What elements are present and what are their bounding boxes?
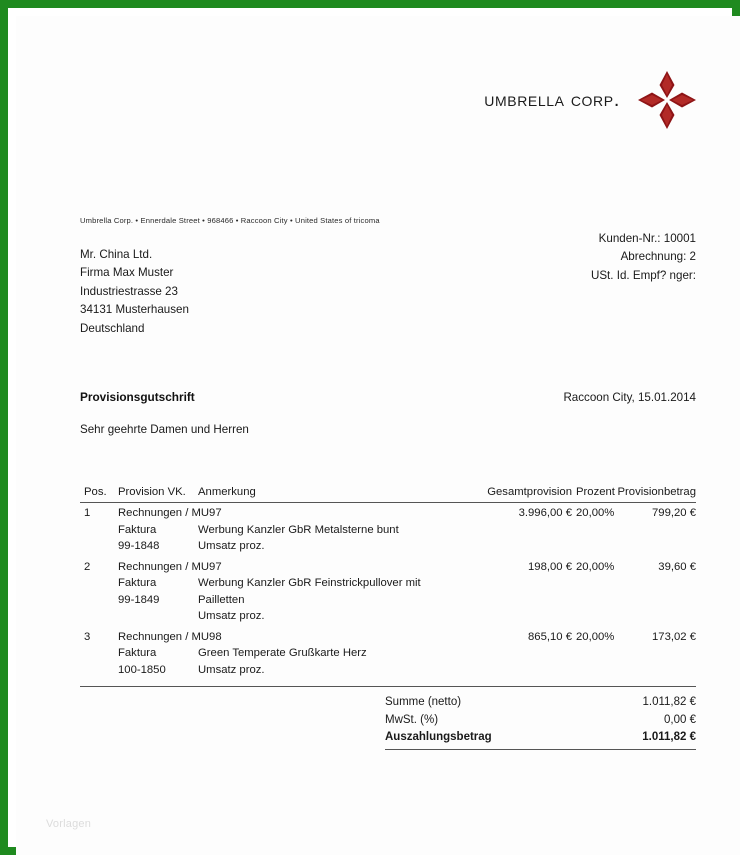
cell-pos: 3 <box>84 630 91 643</box>
recipient-line-2: Firma Max Muster <box>80 266 174 280</box>
cell-vk-line-1: Rechnungen / MU97 <box>118 560 222 573</box>
table-bottom-rule <box>80 686 696 687</box>
salutation: Sehr geehrte Damen und Herren <box>80 423 249 436</box>
totals-block <box>385 694 696 750</box>
cell-note-line-2: Werbung Kanzler GbR Metalsterne bunt <box>198 523 399 536</box>
sender-address-line: Umbrella Corp. • Ennerdale Street • 968466 • Raccoon City • United States of tricoma <box>80 216 380 225</box>
recipient-line-5: Deutschland <box>80 321 145 335</box>
cell-vk-line-3: 99-1848 <box>118 540 160 552</box>
table-row <box>80 503 696 557</box>
recipient-address-block <box>80 246 189 338</box>
cell-vk-line-3: 100-1850 <box>118 663 166 676</box>
document-meta-block <box>591 230 696 285</box>
cell-gesamtprovision: 865,10 € <box>528 630 572 643</box>
cell-note-line-4: Umsatz proz. <box>198 610 265 622</box>
totals-row-vat <box>385 712 696 730</box>
column-header-vk: Provision VK. <box>118 486 186 498</box>
cell-gesamtprovision: 198,00 € <box>528 560 572 573</box>
cell-note-line-3: Umsatz proz. <box>198 663 265 676</box>
cell-note-line-2: Werbung Kanzler GbR Feinstrickpullover mit <box>198 577 421 589</box>
table-header-row <box>80 486 696 503</box>
cell-pos: 2 <box>84 560 91 573</box>
totals-payout-label: Auszahlungsbetrag <box>385 731 492 743</box>
recipient-line-1: Mr. China Ltd. <box>80 248 153 261</box>
cell-gesamtprovision: 3.996,00 € <box>518 507 572 519</box>
cell-provisionbetrag: 799,20 € <box>652 507 696 519</box>
template-watermark: Vorlagen <box>46 818 92 830</box>
totals-vat-value: 0,00 € <box>664 713 696 726</box>
brand-header <box>16 64 740 136</box>
column-header-gesamtprovision: Gesamtprovision <box>487 486 572 498</box>
cell-vk-line-1: Rechnungen / MU98 <box>118 630 222 643</box>
totals-payout-value: 1.011,82 € <box>642 731 696 743</box>
brand-name: umbrella corp. <box>484 88 620 111</box>
cell-pos: 1 <box>84 507 91 519</box>
table-row <box>80 627 696 681</box>
document-sheet <box>16 16 740 855</box>
cell-vk-line-1: Rechnungen / MU97 <box>118 507 222 519</box>
page-title: Provisionsgutschrift <box>80 390 195 404</box>
customer-number: Kunden-Nr.: 10001 <box>598 232 696 245</box>
totals-bottom-rule <box>385 749 696 750</box>
cell-vk-line-2: Faktura <box>118 577 157 589</box>
column-header-note: Anmerkung <box>198 486 256 498</box>
cell-note-line-2: Green Temperate Grußkarte Herz <box>198 647 367 659</box>
cell-vk-line-2: Faktura <box>118 523 157 536</box>
column-header-provisionbetrag: Provisionbetrag <box>617 486 696 498</box>
cell-prozent: 20,00% <box>576 507 615 519</box>
totals-row-net <box>385 694 696 712</box>
totals-vat-label: MwSt. (%) <box>385 713 439 726</box>
line-items-table <box>80 486 696 687</box>
column-header-prozent: Prozent <box>576 486 615 498</box>
cell-provisionbetrag: 173,02 € <box>652 630 696 643</box>
cell-note-line-3: Pailletten <box>198 593 245 606</box>
subject-row <box>80 390 696 404</box>
place-and-date: Raccoon City, 15.01.2014 <box>563 391 696 404</box>
totals-net-value: 1.011,82 € <box>642 696 696 708</box>
recipient-line-3: Industriestrasse 23 <box>80 284 178 298</box>
table-row <box>80 557 696 627</box>
vat-id-recipient: USt. Id. Empf? nger: <box>590 268 696 282</box>
umbrella-corp-star-logo-icon <box>636 69 698 131</box>
cell-provisionbetrag: 39,60 € <box>658 560 696 573</box>
cell-note-line-3: Umsatz proz. <box>198 540 265 552</box>
cell-vk-line-2: Faktura <box>118 647 157 659</box>
totals-net-label: Summe (netto) <box>385 696 462 708</box>
cell-prozent: 20,00% <box>576 560 615 573</box>
cell-prozent: 20,00% <box>576 630 615 643</box>
column-header-pos: Pos. <box>84 486 107 498</box>
settlement-number: Abrechnung: 2 <box>620 250 696 264</box>
cell-vk-line-3: 99-1849 <box>118 593 160 606</box>
totals-row-payout <box>385 729 696 747</box>
recipient-line-4: 34131 Musterhausen <box>80 303 189 317</box>
